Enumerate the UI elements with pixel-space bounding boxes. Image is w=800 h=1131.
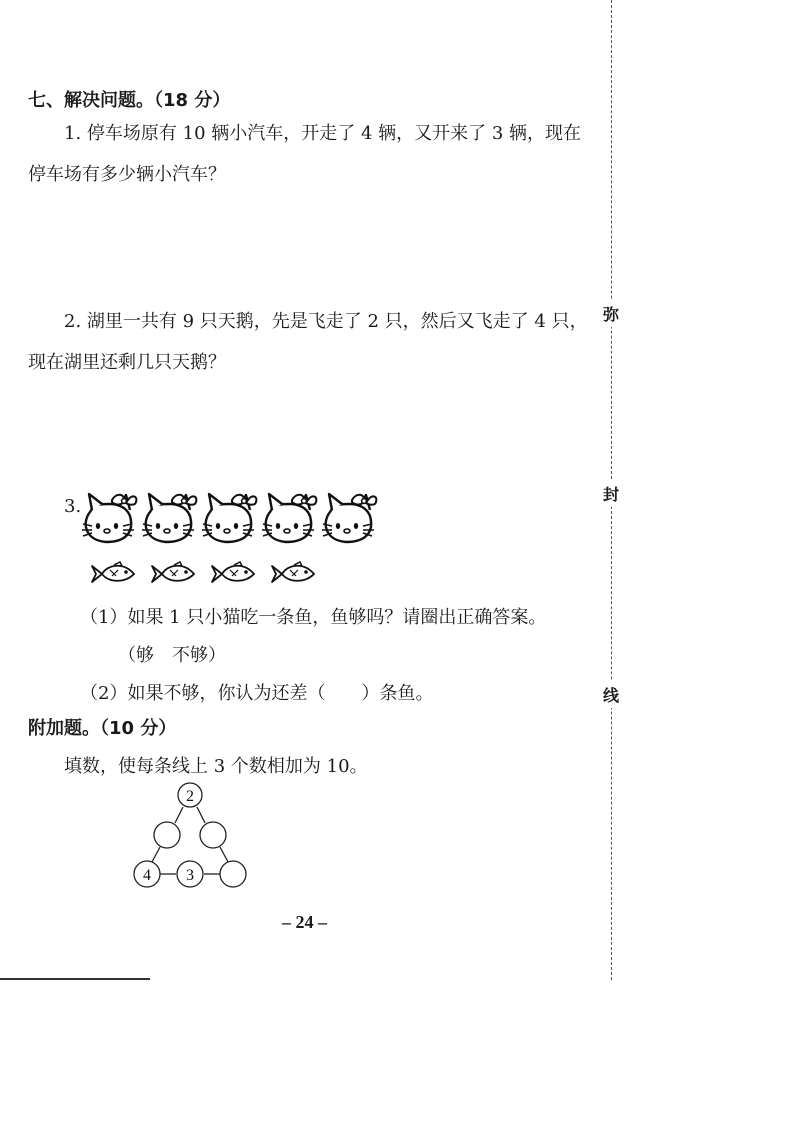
page-number: – 24 – (282, 912, 327, 932)
cat-icon (82, 494, 136, 542)
circle-bottom-middle (177, 861, 203, 887)
q3-sub2: （2）如果不够，你认为还差（ ）条鱼。 (80, 683, 434, 704)
q3-sub1: （1）如果 1 只小猫吃一条鱼，鱼够吗？请圈出正确答案。 (80, 607, 547, 628)
scan-edge-line (0, 978, 150, 980)
fish-icon (92, 562, 134, 582)
bonus-title: 附加题。（10 分） (28, 718, 177, 739)
q2-line1: 2. 湖里一共有 9 只天鹅，先是飞走了 2 只，然后又飞走了 4 只， (64, 311, 588, 332)
margin-char-feng: 封 (603, 480, 619, 507)
circle-mid-right[interactable] (200, 822, 226, 848)
cat-icon (322, 494, 376, 542)
margin-char-xian: 线 (603, 681, 619, 708)
section-title: 七、解决问题。（18 分） (28, 90, 231, 111)
q3-options: （够 不够） (118, 645, 226, 666)
margin-char-mi: 弥 (603, 300, 619, 327)
fish-icon (152, 562, 194, 582)
fish-icon (272, 562, 314, 582)
bonus-instruction: 填数，使每条线上 3 个数相加为 10。 (64, 756, 368, 777)
circle-top (178, 783, 202, 807)
number-triangle (130, 780, 250, 892)
cat-icon (262, 494, 316, 542)
q2-line2: 现在湖里还剩几只天鹅？ (28, 352, 226, 373)
cat-icon (202, 494, 256, 542)
q3-number: 3. (64, 496, 82, 517)
circle-mid-left[interactable] (154, 822, 180, 848)
circle-bottom-left (134, 861, 160, 887)
fish-row (90, 560, 330, 588)
q1-line1: 1. 停车场原有 10 辆小汽车，开走了 4 辆，又开来了 3 辆，现在 (64, 123, 582, 144)
circle-bottom-right[interactable] (220, 861, 246, 887)
fish-icon (212, 562, 254, 582)
circle-bottom-left-value: 4 (143, 867, 151, 884)
q1-line2: 停车场有多少辆小汽车？ (28, 164, 226, 185)
circle-top-value: 2 (186, 788, 194, 805)
circle-bottom-middle-value: 3 (186, 867, 194, 884)
cat-icon (142, 494, 196, 542)
cats-row (80, 490, 400, 546)
